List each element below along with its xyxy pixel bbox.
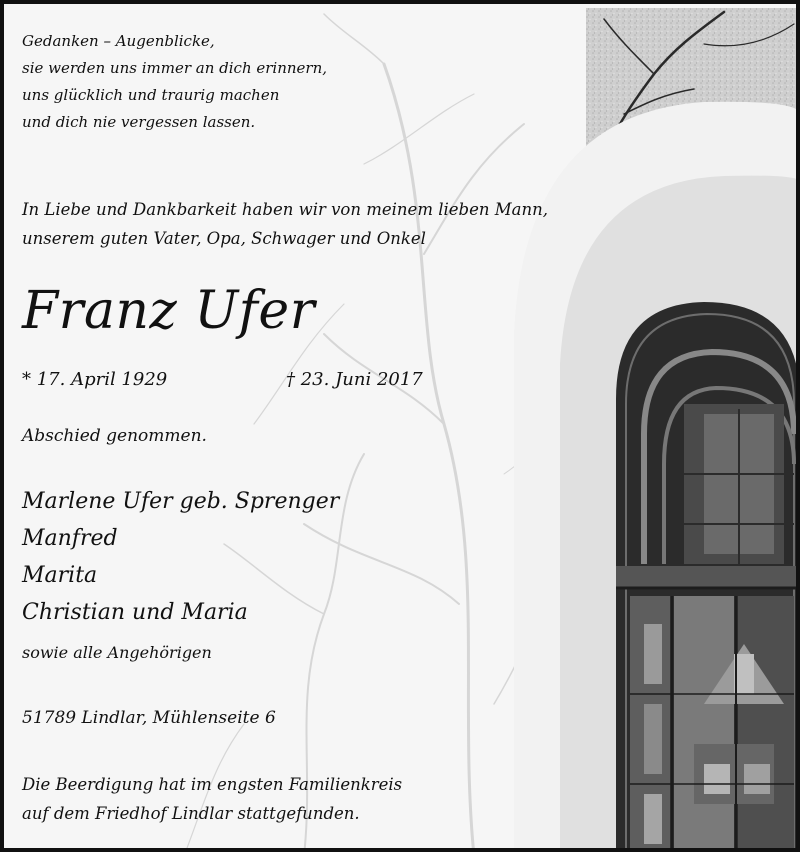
mourner-name: Christian und Maria [22, 600, 248, 625]
mourners-list [22, 483, 339, 631]
funeral-note [22, 770, 402, 828]
intro-line: unserem guten Vater, Opa, Schwager und Onkel [22, 229, 426, 248]
mourner-name: Marita [22, 563, 98, 588]
funeral-line: auf dem Friedhof Lindlar stattgefunden. [22, 804, 360, 823]
poem-line: uns glücklich und traurig machen [22, 86, 280, 104]
relatives-text: sowie alle Angehörigen [22, 643, 212, 662]
funeral-line: Die Beerdigung hat im engsten Familienkreis [22, 775, 403, 794]
mourner-name: Marlene Ufer geb. Sprenger [22, 489, 340, 514]
intro-text [22, 195, 548, 253]
family-address: 51789 Lindlar, Mühlenseite 6 [22, 708, 276, 728]
death-date: † 23. Juni 2017 [286, 369, 423, 390]
notice-text [4, 4, 800, 852]
poem-line: sie werden uns immer an dich erinnern, [22, 59, 328, 77]
poem-line: Gedanken – Augenblicke, [22, 32, 215, 50]
intro-line: In Liebe und Dankbarkeit haben wir von meinem lieben Mann, [22, 200, 548, 219]
deceased-name: Franz Ufer [22, 281, 316, 341]
life-dates [22, 366, 423, 394]
mourner-name: Manfred [22, 526, 118, 551]
birth-date: * 17. April 1929 [22, 369, 168, 390]
farewell-text: Abschied genommen. [22, 426, 207, 446]
memorial-poem [22, 28, 327, 136]
poem-line: und dich nie vergessen lassen. [22, 113, 256, 131]
